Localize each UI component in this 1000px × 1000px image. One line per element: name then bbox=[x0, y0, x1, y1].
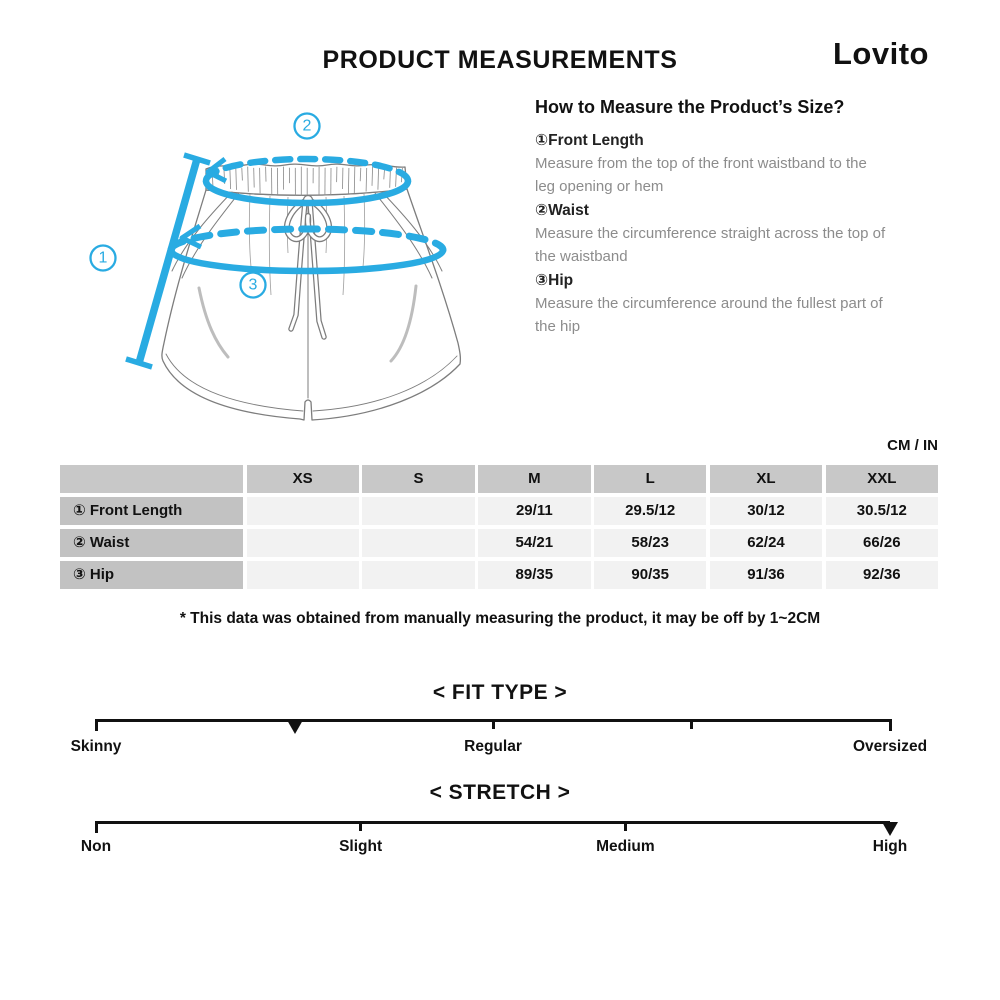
size-value-cell bbox=[247, 529, 359, 557]
column-header-xs: XS bbox=[247, 465, 359, 493]
column-header-xxl: XXL bbox=[826, 465, 938, 493]
scale-tick bbox=[690, 719, 693, 729]
column-header-s: S bbox=[362, 465, 474, 493]
callout-1-number: 1 bbox=[98, 249, 108, 267]
scale-label-regular: Regular bbox=[464, 738, 522, 755]
page-title: PRODUCT MEASUREMENTS bbox=[322, 46, 678, 74]
scale-axis-line bbox=[96, 821, 890, 824]
scale-label-slight: Slight bbox=[339, 838, 383, 855]
shorts-measurement-diagram bbox=[60, 95, 520, 440]
scale-tick bbox=[492, 719, 495, 729]
size-table bbox=[60, 465, 938, 589]
scale-marker bbox=[287, 720, 303, 734]
how-to-item bbox=[535, 129, 889, 198]
callout-3-number: 3 bbox=[248, 276, 258, 294]
table-corner-cell bbox=[60, 465, 243, 493]
how-to-item bbox=[535, 269, 889, 338]
measure-item-description: Measure the circumference around the fullest part of the hip bbox=[535, 295, 883, 335]
scale-label-non: Non bbox=[80, 838, 112, 855]
measure-item-label: ②Waist bbox=[535, 202, 589, 219]
size-value-cell bbox=[362, 561, 474, 589]
size-value-cell: 90/35 bbox=[594, 561, 706, 589]
scale-label-medium: Medium bbox=[596, 838, 655, 855]
measure-item-label: ③Hip bbox=[535, 272, 574, 289]
how-to-section bbox=[535, 97, 889, 339]
scale-title: < STRETCH > bbox=[429, 781, 571, 804]
callout-waist bbox=[295, 114, 320, 139]
how-to-items bbox=[535, 129, 889, 338]
size-value-cell: 91/36 bbox=[710, 561, 822, 589]
scale-title: < FIT TYPE > bbox=[432, 681, 568, 704]
callout-hip bbox=[241, 273, 266, 298]
measure-item-description: Measure the circumference straight across the top of the waistband bbox=[535, 225, 886, 265]
size-value-cell bbox=[362, 497, 474, 525]
size-value-cell bbox=[247, 497, 359, 525]
measure-item-description: Measure from the top of the front waistband to the leg opening or hem bbox=[535, 155, 867, 195]
column-header-l: L bbox=[594, 465, 706, 493]
size-value-cell bbox=[247, 561, 359, 589]
scale-tick bbox=[359, 821, 362, 831]
callout-2-number: 2 bbox=[302, 117, 312, 135]
size-value-cell: 58/23 bbox=[594, 529, 706, 557]
row-label: ① Front Length bbox=[60, 497, 243, 525]
how-to-item bbox=[535, 199, 889, 268]
row-label: ② Waist bbox=[60, 529, 243, 557]
size-value-cell: 29/11 bbox=[478, 497, 590, 525]
size-value-cell bbox=[362, 529, 474, 557]
scale-marker bbox=[882, 822, 898, 836]
measurement-disclaimer: * This data was obtained from manually measuring the product, it may be off by 1~2CM bbox=[179, 610, 821, 627]
scale-tick bbox=[889, 719, 892, 731]
size-value-cell: 92/36 bbox=[826, 561, 938, 589]
scale-label-oversized: Oversized bbox=[852, 738, 928, 755]
size-value-cell: 54/21 bbox=[478, 529, 590, 557]
column-header-m: M bbox=[478, 465, 590, 493]
size-value-cell: 89/35 bbox=[478, 561, 590, 589]
unit-label: CM / IN bbox=[887, 437, 938, 454]
scale-tick bbox=[95, 719, 98, 731]
how-to-title: How to Measure the Product’s Size? bbox=[535, 97, 845, 117]
scale-tick bbox=[95, 821, 98, 833]
scale-tick bbox=[624, 821, 627, 831]
scale-label-skinny: Skinny bbox=[70, 738, 122, 755]
scale-label-high: High bbox=[872, 838, 908, 855]
size-value-cell: 30.5/12 bbox=[826, 497, 938, 525]
measure-item-label: ①Front Length bbox=[535, 132, 644, 149]
brand-logo: Lovito bbox=[833, 36, 929, 71]
size-value-cell: 29.5/12 bbox=[594, 497, 706, 525]
size-value-cell: 30/12 bbox=[710, 497, 822, 525]
callout-front-length bbox=[91, 246, 116, 271]
row-label: ③ Hip bbox=[60, 561, 243, 589]
size-value-cell: 62/24 bbox=[710, 529, 822, 557]
size-value-cell: 66/26 bbox=[826, 529, 938, 557]
column-header-xl: XL bbox=[710, 465, 822, 493]
